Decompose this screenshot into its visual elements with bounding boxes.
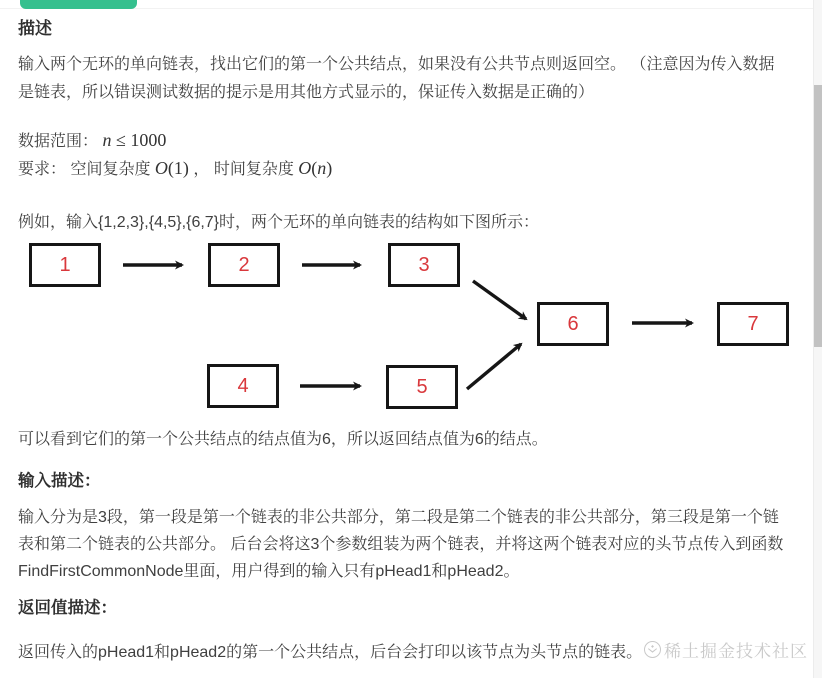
node-value: 3 (418, 253, 430, 276)
requirement-line: 要求： 空间复杂度 O(1) ， 时间复杂度 O(n) (18, 158, 333, 178)
example-intro: 例如，输入{1,2,3},{4,5},{6,7}时，两个无环的单向链表的结构如下图所示： (18, 214, 540, 231)
node-value: 4 (237, 374, 249, 397)
requirement-label: 要求： (18, 161, 67, 178)
list-node (388, 243, 460, 287)
space-complexity-math: O(1) (154, 158, 189, 178)
node-value: 2 (238, 253, 250, 276)
problem-content (0, 17, 822, 666)
tab-bar (0, 0, 822, 9)
constraints-block (18, 127, 790, 183)
input-desc-text: 输入分为是3段，第一段是第一个链表的非公共部分，第二段是第二个链表的非公共部分，第三段是第一个链表和第二个链表的公共部分。 后台会将这3个参数组装为两个链表，并将这两个链表对应的头节点传入到函数FindFirstCommonNode里面，用户得到的输入只有pHead1和pHead2。 (18, 509, 784, 580)
description-text: 输入两个无环的单向链表，找出它们的第一个公共结点，如果没有公共节点则返回空。 （注意因为传入数据是链表，所以错误测试数据的提示是用其他方式显示的，保证传入数据是正确的） (18, 56, 775, 101)
data-range-label: 数据范围： (18, 133, 99, 150)
list-node (537, 302, 609, 346)
node-value: 7 (747, 312, 759, 335)
return-desc-title: 返回值描述： (18, 599, 117, 617)
list-node (208, 243, 280, 287)
list-node (386, 365, 458, 409)
input-desc-title: 输入描述： (18, 472, 101, 490)
node-value: 6 (567, 312, 579, 335)
linked-list-diagram (0, 237, 822, 422)
return-desc-text: 返回传入的pHead1和pHead2的第一个公共结点，后台会打印以该节点为头节点的链表。 (18, 644, 643, 661)
list-node (717, 302, 789, 346)
node-value: 5 (416, 375, 428, 398)
watermark-text: 稀土掘金技术社区 (664, 642, 808, 661)
active-tab-indicator[interactable] (20, 0, 137, 9)
example-result: 可以看到它们的第一个公共结点的结点值为6，所以返回结点值为6的结点。 (18, 431, 548, 448)
scrollbar-thumb[interactable] (814, 85, 822, 347)
data-range-line (18, 127, 790, 155)
time-complexity-math: O(n) (298, 158, 333, 178)
list-node (29, 243, 101, 287)
node-value: 1 (59, 253, 71, 276)
data-range-math: n ≤ 1000 (102, 130, 167, 150)
section-title-description: 描述 (18, 19, 52, 38)
scrollbar-track[interactable] (813, 0, 822, 678)
list-node (207, 364, 279, 408)
